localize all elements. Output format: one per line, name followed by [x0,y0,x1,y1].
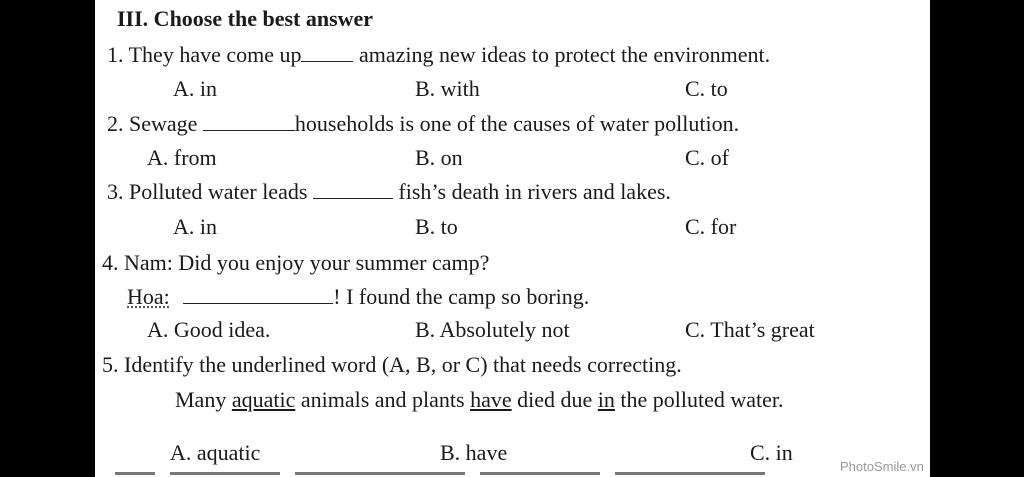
sentence-part: animals and plants [300,387,465,412]
question-2 [107,111,739,137]
question-1 [107,42,770,68]
worksheet [95,0,930,477]
question-1-text-after: amazing new ideas to protect the environment. [358,42,771,67]
question-1-number: 1. [107,42,124,67]
answer-blank[interactable] [203,112,295,131]
sentence-part: Many [175,387,227,412]
option-b[interactable]: B. Absolutely not [415,317,570,342]
question-2-text-after: households is one of the causes of water pollution. [294,111,740,136]
answer-blank[interactable] [301,43,353,62]
option-a[interactable]: A. Good idea. [147,317,271,342]
question-3 [107,179,671,205]
question-4-dialogue [127,284,589,310]
option-b[interactable]: B. have [440,440,508,465]
question-1-text-before: They have come up [128,42,302,67]
underlined-word-b: have [470,387,512,412]
question-4 [102,250,489,276]
question-4-line-1: Nam: Did you enjoy your summer camp? [124,250,490,275]
question-2-text-before: Sewage [129,111,198,136]
question-5-number: 5. [102,352,119,377]
question-2-number: 2. [107,111,124,136]
question-5-instruction: Identify the underlined word (A, B, or C) that needs correcting. [124,352,682,377]
option-b[interactable]: B. on [415,145,463,170]
option-b[interactable]: B. to [415,214,458,239]
option-a[interactable]: A. from [147,145,217,170]
option-c[interactable]: C. in [750,440,793,465]
option-a[interactable]: A. in [173,214,217,239]
underlined-word-c: in [597,387,615,412]
option-c[interactable]: C. for [685,214,737,239]
answer-blank[interactable] [183,285,333,304]
option-a[interactable]: A. aquatic [170,440,261,465]
sentence-part: died due [517,387,593,412]
option-c[interactable]: C. That’s great [685,317,815,342]
next-line-cut-off [95,468,930,477]
question-4-number: 4. [102,250,119,275]
option-a[interactable]: A. in [173,76,217,101]
question-3-text-before: Polluted water leads [129,179,308,204]
watermark: PhotoSmile.vn [840,459,924,474]
answer-blank[interactable] [313,180,393,199]
option-b[interactable]: B. with [415,76,480,101]
question-5 [102,352,682,378]
option-c[interactable]: C. to [685,76,728,101]
option-c[interactable]: C. of [685,145,729,170]
question-4-line-2: ! I found the camp so boring. [333,284,590,309]
question-3-text-after: fish’s death in rivers and lakes. [398,179,671,204]
question-5-sentence [175,387,784,413]
question-3-number: 3. [107,179,124,204]
speaker-name: Hoa: [127,284,170,309]
underlined-word-a: aquatic [231,387,296,412]
section-title: III. Choose the best answer [117,6,374,31]
sentence-part: the polluted water. [620,387,784,412]
